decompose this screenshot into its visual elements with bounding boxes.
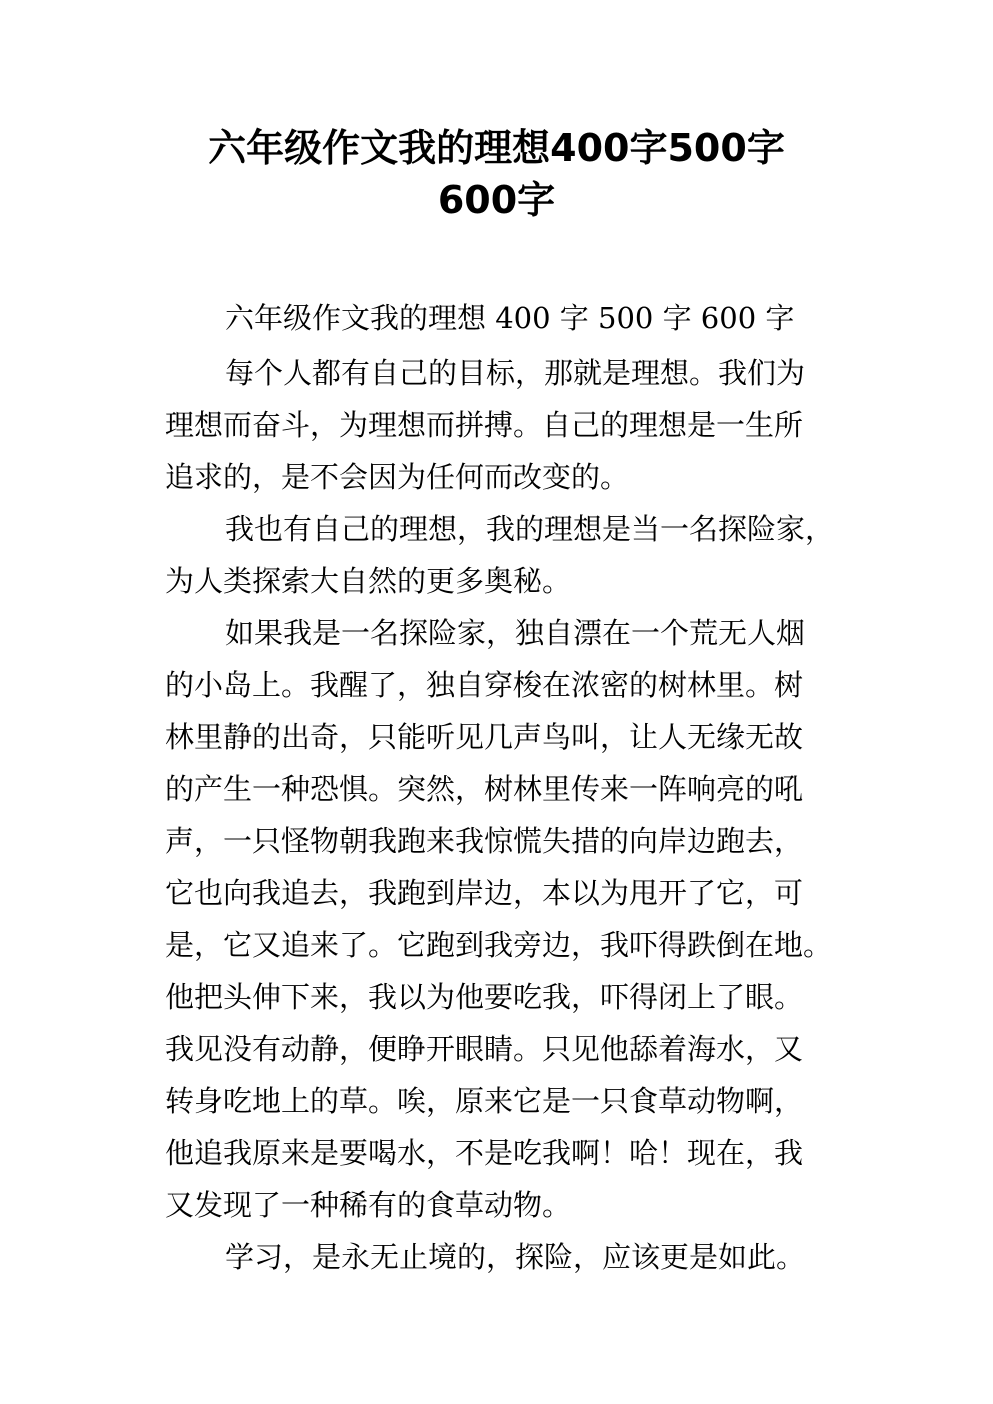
body-line-11: 声，一只怪物朝我跑来我惊慌失措的向岸边跑去， bbox=[165, 824, 804, 858]
body-line-16: 转身吃地上的草。唉，原来它是一只食草动物啊， bbox=[165, 1084, 804, 1118]
body-line-19: 学习，是永无止境的，探险，应该更是如此。 bbox=[225, 1240, 806, 1274]
body-line-3: 理想而奋斗，为理想而拼搏。自己的理想是一生所 bbox=[165, 408, 804, 442]
body-line-17: 他追我原来是要喝水，不是吃我啊！哈！现在，我 bbox=[165, 1136, 804, 1170]
body-line-6: 为人类探索大自然的更多奥秘。 bbox=[165, 564, 572, 598]
body-line-4: 追求的，是不会因为任何而改变的。 bbox=[165, 460, 630, 494]
body-line-7: 如果我是一名探险家，独自漂在一个荒无人烟 bbox=[225, 616, 806, 650]
body-line-2: 每个人都有自己的目标，那就是理想。我们为 bbox=[225, 356, 806, 390]
body-line-12: 它也向我追去，我跑到岸边，本以为甩开了它，可 bbox=[165, 876, 804, 910]
body-line-1: 六年级作文我的理想 400 字 500 字 600 字 bbox=[225, 301, 795, 335]
body-line-13: 是，它又追来了。它跑到我旁边，我吓得跌倒在地。 bbox=[165, 928, 833, 962]
body-line-10: 的产生一种恐惧。突然，树林里传来一阵响亮的吼 bbox=[165, 772, 804, 806]
body-line-9: 林里静的出奇，只能听见几声鸟叫，让人无缘无故 bbox=[165, 720, 804, 754]
document-title-line-2: 600字 bbox=[437, 178, 556, 222]
body-line-18: 又发现了一种稀有的食草动物。 bbox=[165, 1188, 572, 1222]
document-title-line-1: 六年级作文我的理想400字500字 bbox=[208, 126, 785, 170]
body-line-5: 我也有自己的理想，我的理想是当一名探险家， bbox=[225, 512, 835, 546]
body-line-15: 我见没有动静，便睁开眼睛。只见他舔着海水，又 bbox=[165, 1032, 804, 1066]
body-line-8: 的小岛上。我醒了，独自穿梭在浓密的树林里。树 bbox=[165, 668, 804, 702]
body-line-14: 他把头伸下来，我以为他要吃我，吓得闭上了眼。 bbox=[165, 980, 804, 1014]
